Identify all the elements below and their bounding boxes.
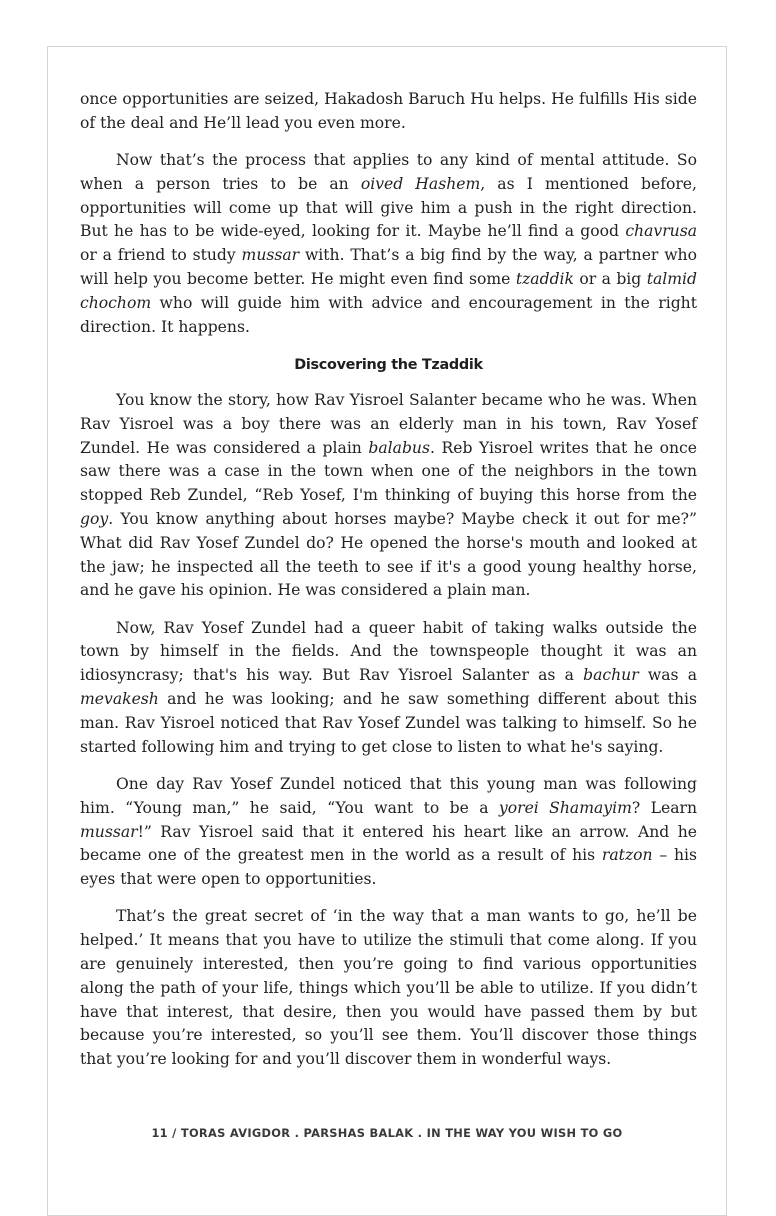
italic-term: tzaddik (515, 270, 574, 289)
text-run: You know the story, how Rav Yisroel Salanter became who he was. When Rav Yisroel was a boy there was an elderly man in his town, Rav Yosef Zundel. He was considered a plain (80, 390, 697, 457)
body-paragraph (80, 905, 697, 1072)
text-run: and he was looking; and he saw something different about this man. Rav Yisroel noticed that Rav Yosef Zundel was talking to himself. So he started following him and trying to get close to listen to what he's saying. (80, 690, 697, 756)
italic-term: bachur (583, 666, 639, 685)
text-run: who will guide him with advice and encouragement in the right direction. It happens. (80, 293, 697, 336)
text-run: or a big (574, 270, 647, 289)
body-paragraph (80, 149, 697, 339)
page-body (80, 88, 697, 1085)
text-run: Now, Rav Yosef Zundel had a queer habit of taking walks outside the town by himself in the fields. And the townspeople thought it was an idiosyncrasy; that's his way. But Rav Yisroel Salanter as a (80, 618, 697, 685)
text-run: !” Rav Yisroel said that it entered his heart like an arrow. And he became one of the greatest men in the world as a result of his (80, 822, 697, 865)
text-run: – his eyes that were open to opportunities. (80, 846, 697, 889)
italic-term: ratzon (601, 846, 653, 865)
italic-term: talmid chochom (80, 270, 697, 312)
text-run: was a (638, 666, 698, 685)
text-run: One day Rav Yosef Zundel noticed that this young man was following him. “Young man,” he said, “You want to be a (80, 774, 697, 817)
section-heading: Discovering the Tzaddik (294, 356, 483, 373)
text-run: . Reb Yisroel writes that he once saw there was a case in the town when one of the neighbors in the town stopped Reb Zundel, “Reb Yosef, I'm thinking of buying this horse from the (80, 438, 697, 505)
body-paragraph (80, 617, 697, 760)
text-run: or a friend to study (80, 246, 242, 265)
body-paragraph (80, 773, 697, 892)
text-run: once opportunities are seized, Hakadosh Baruch Hu helps. He fulfills His side of the deal and He’ll lead you even more. (80, 90, 697, 132)
text-run: , as I mentioned before, opportunities will come up that will give him a push in the right direction. But he has to be wide-eyed, looking for it. Maybe he’ll find a good (80, 174, 697, 241)
text-run: . You know anything about horses maybe? Maybe check it out for me?” What did Rav Yosef Zundel do? He opened the horse's mouth and looked at the jaw; he inspected all the teeth to see if it's a good young healthy horse, and he gave his opinion. He was considered a plain man. (80, 509, 697, 600)
body-paragraph (80, 88, 697, 136)
italic-term: balabus (368, 438, 430, 457)
text-run: with. That’s a big find by the way, a partner who will help you become better. He might even find some (80, 246, 697, 289)
text-run: That’s the great secret of ‘in the way that a man wants to go, he’ll be helped.’ It means that you have to utilize the stimuli that come along. If you are genuinely interested, then you’re going to find various opportunities along the path of your life, things which you’ll be able to utilize. If you didn’t have that interest, that desire, then you would have passed them by but because you’re interested, so you’ll see them. You’ll discover those things that you’re looking for and you’ll discover them in wonderful ways. (80, 907, 697, 1069)
italic-term: chavrusa (625, 222, 697, 241)
italic-term: goy (80, 509, 109, 528)
italic-term: mussar (80, 822, 138, 841)
italic-term: oived Hashem (360, 174, 481, 193)
italic-term: mussar (241, 246, 300, 265)
italic-term: mevakesh (80, 690, 159, 709)
text-run: ? Learn (631, 798, 698, 817)
italic-term: yorei Shamayim (498, 798, 632, 817)
text-run: Now that’s the process that applies to any kind of mental attitude. So when a person tries to be an (80, 151, 697, 193)
page-footer: 11 / TORAS AVIGDOR . PARSHAS BALAK . IN THE WAY YOU WISH TO GO (151, 1126, 623, 1140)
body-paragraph (80, 389, 697, 603)
